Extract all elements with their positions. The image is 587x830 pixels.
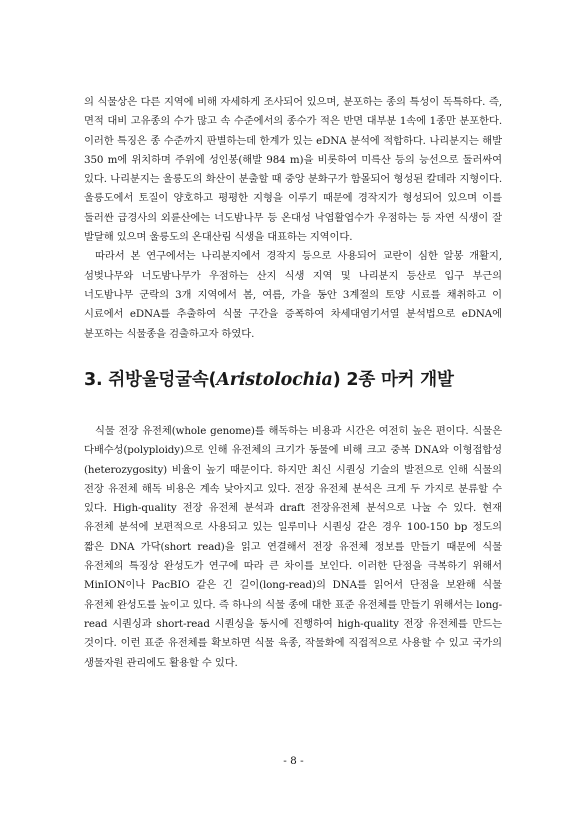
paragraph-study-aim: 따라서 본 연구에서는 나리분지에서 경작지 등으로 사용되어 교란이 심한 알봉 개활지, 섬벚나무와 너도밤나무가 우점하는 산지 식생 지역 및 나리분지 등산로 입구 부근의 너도밤나무 군락의 3개 지역에서 봄, 여름, 가을 동안 3계절의 토양 시료를 채취하고 이 시료에서 eDNA를 추출하여 식물 구간을 증폭하여 차세대염기서열 분석법으로 eDNA에 분포하는 식물종을 검출하고자 하였다. <box>84 250 502 340</box>
section-body-genome <box>84 422 502 673</box>
section-body-habitat <box>84 93 502 344</box>
page-number: - 8 - <box>283 755 304 767</box>
paragraph-genome-analysis: 식물 전장 유전체(whole genome)를 해독하는 비용과 시간은 여전히 높은 편이다. 식물은 다배수성(polyploidy)으로 인해 유전체의 크기가 동물에 비해 크고 중복 DNA와 이형접합성(heterozygosity) 비율이 높기 때문이다. 하지만 최신 시퀀싱 기술의 발전으로 인해 식물의 전장 유전체 해독 비용은 계속 낮아지고 있다. 전장 유전체 분석은 크게 두 가지로 분류할 수 있다. High-quality 전장 유전체 분석과 draft 전장유전체 분석으로 나눌 수 있다. 현재 유전체 분석에 보편적으로 사용되고 있는 일루미나 시퀀싱 같은 경우 100-150 bp 정도의 짧은 DNA 가닥(short read)을 읽고 연결해서 전장 유전체 정보를 만들기 때문에 식물 유전체의 특징상 완성도가 연구에 따라 큰 차이를 보인다. 이러한 단점을 극복하기 위해서 MinION이나 PacBIO 같은 긴 길이(long-read)의 DNA를 읽어서 단점을 보완해 식물 유전체 완성도를 높이고 있다. 즉 하나의 식물 종에 대한 표준 유전체를 만들기 위해서는 long-read 시퀀싱과 short-read 시퀀싱을 동시에 진행하여 high-quality 전장 유전체를 만드는 것이다. 이런 표준 유전체를 확보하면 식물 육종, 작물화에 직접적으로 사용할 수 있고 국가의 생물자원 관리에도 활용할 수 있다. <box>84 425 502 669</box>
paragraph-nari-basin: 의 식물상은 다른 지역에 비해 자세하게 조사되어 있으며, 분포하는 종의 특성이 독특하다. 즉, 면적 대비 고유종의 수가 많고 속 수준에서의 종수가 적은 반면 대부분 1속에 1종만 분포한다. 이러한 특징은 종 수준까지 판별하는데 한계가 있는 eDNA 분석에 적합하다. 나리분지는 해발 350 m에 위치하며 주위에 성인봉(해발 984 m)을 비롯하여 미륵산 등의 능선으로 둘러싸여 있다. 나리분지는 울릉도의 화산이 분출할 때 중앙 분화구가 함몰되어 형성된 칼데라 지형이다. 울릉도에서 토질이 양호하고 평평한 지형을 이루기 때문에 경작지가 형성되어 있으며 이를 둘러싼 급경사의 외륜산에는 너도밤나무 등 온대성 낙엽활엽수가 우점하는 등 자연 식생이 잘 발달해 있으며 울릉도의 온대산림 식생을 대표하는 지역이다. <box>84 96 502 244</box>
heading-suffix: ) 2종 마커 개발 <box>332 370 454 390</box>
heading-scientific-name: Aristolochia <box>216 370 333 390</box>
section-heading <box>84 368 502 392</box>
heading-prefix: 3. 쥐방울덩굴속( <box>84 370 217 390</box>
